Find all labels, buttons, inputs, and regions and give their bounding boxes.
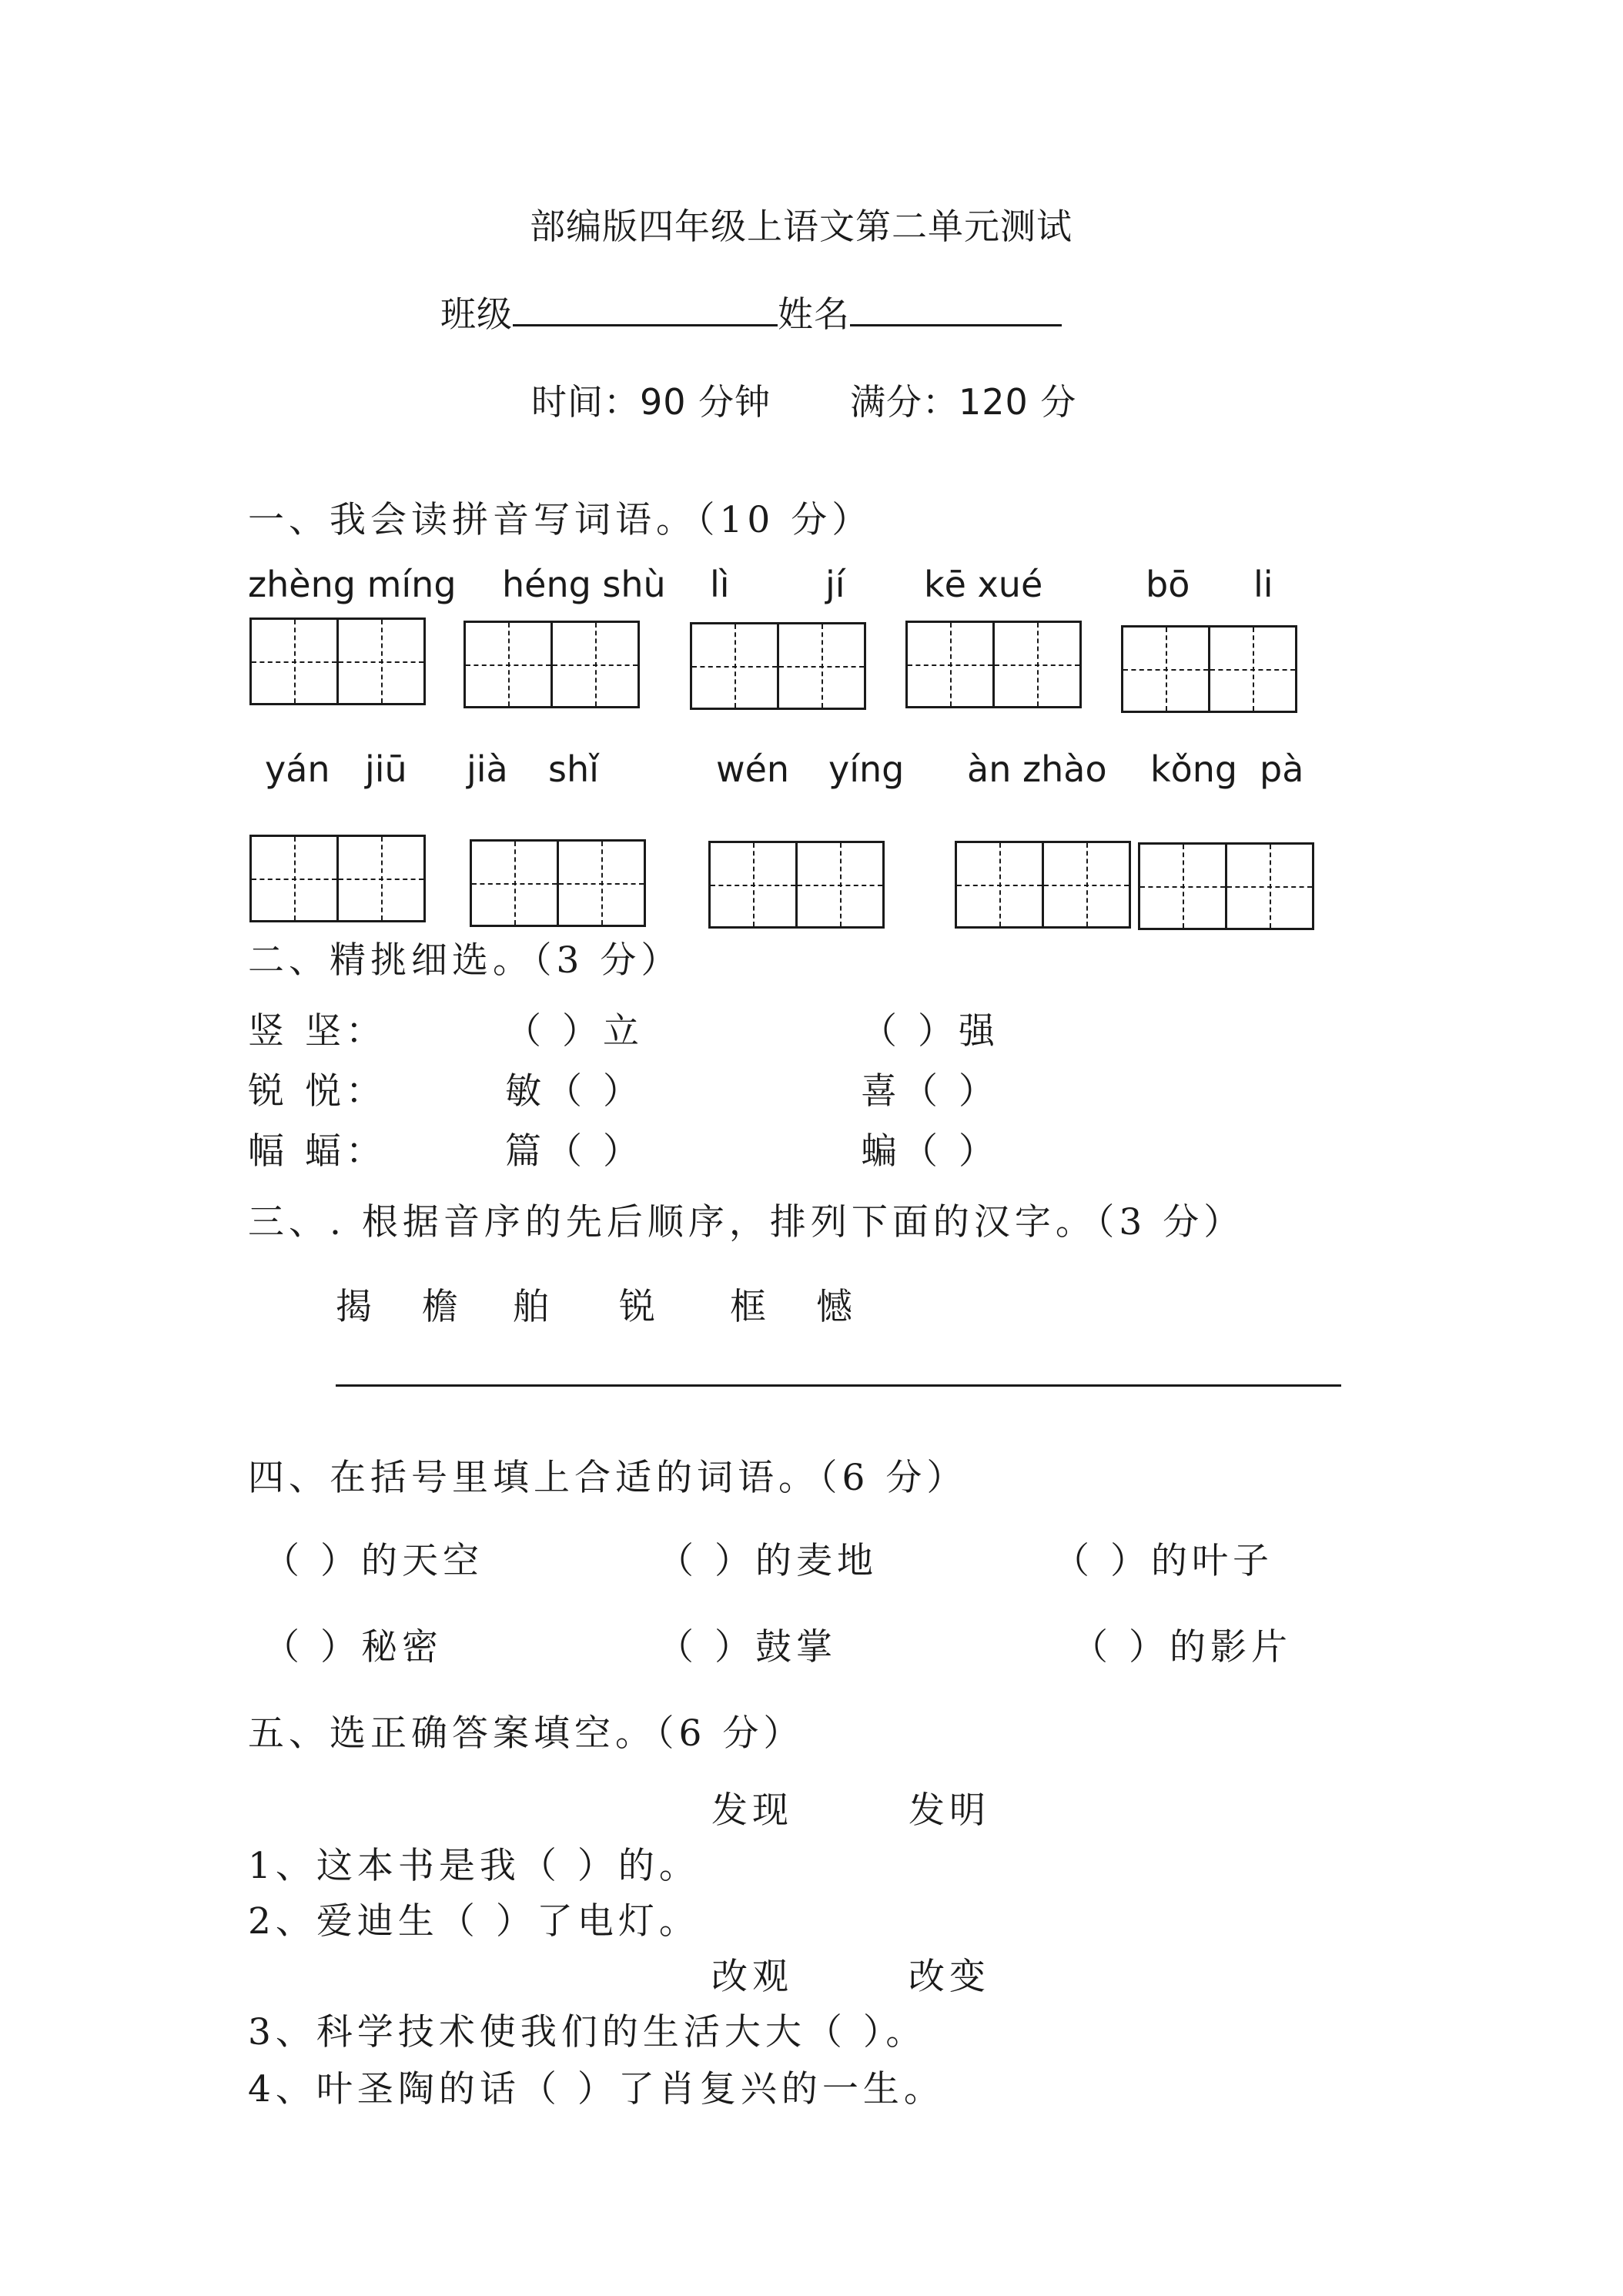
- hanzi: 揭: [336, 1286, 376, 1328]
- pinyin: shǐ: [548, 748, 599, 790]
- fill-blank[interactable]: （ ）的天空: [263, 1540, 484, 1582]
- writing-grid[interactable]: [905, 621, 1082, 708]
- pinyin: wén: [716, 748, 790, 790]
- hanzi: 锐: [619, 1286, 660, 1328]
- pinyin: kē xué: [924, 564, 1043, 605]
- char-pair: 锐 悦：: [248, 1070, 387, 1113]
- question[interactable]: 3、科学技术使我们的生活大大（ ）。: [248, 2011, 927, 2053]
- fill-blank[interactable]: （ ）强: [861, 1010, 999, 1053]
- question[interactable]: 4、叶圣陶的话（ ）了肖复兴的一生。: [248, 2068, 945, 2110]
- fill-blank[interactable]: （ ）的麦地: [658, 1540, 878, 1582]
- section5-heading: 五、选正确答案填空。（6 分）: [248, 1712, 805, 1755]
- writing-grid[interactable]: [955, 841, 1131, 929]
- class-name-line: [440, 286, 1062, 337]
- pinyin: kǒng: [1150, 748, 1238, 790]
- pinyin: jià: [467, 748, 508, 790]
- fill-blank[interactable]: 蝙（ ）: [861, 1130, 999, 1173]
- time-info: 时间：90 分钟: [531, 381, 771, 423]
- section2-heading: 二、精挑细选。（3 分）: [248, 939, 682, 982]
- word-option: 改变: [909, 1956, 990, 1998]
- writing-grid[interactable]: [249, 835, 426, 922]
- pinyin: jí: [825, 564, 845, 605]
- score-info: 满分：120 分: [850, 381, 1077, 423]
- name-field[interactable]: [850, 324, 1062, 326]
- writing-grid[interactable]: [249, 618, 426, 705]
- pinyin: bō: [1146, 564, 1190, 605]
- writing-grid[interactable]: [1138, 842, 1314, 930]
- fill-blank[interactable]: （ ）的叶子: [1053, 1540, 1273, 1582]
- char-pair: 幅 蝠：: [248, 1130, 387, 1173]
- writing-grid[interactable]: [1121, 625, 1297, 713]
- word-option: 发明: [909, 1789, 990, 1832]
- section3-heading: 三、. 根据音序的先后顺序，排列下面的汉字。（3 分）: [248, 1201, 1245, 1243]
- word-option: 改观: [711, 1956, 793, 1998]
- class-field[interactable]: [513, 324, 778, 326]
- section1-heading: 一、我会读拼音写词语。（10 分）: [248, 499, 873, 541]
- fill-blank[interactable]: 篇（ ）: [505, 1130, 644, 1173]
- pinyin: jiū: [365, 748, 407, 790]
- pinyin: lì: [710, 564, 730, 605]
- fill-blank[interactable]: （ ）鼓掌: [658, 1626, 837, 1668]
- question[interactable]: 2、爱迪生（ ）了电灯。: [248, 1900, 700, 1943]
- fill-blank[interactable]: （ ）的影片: [1072, 1626, 1292, 1668]
- pinyin: yán: [265, 748, 330, 790]
- writing-grid[interactable]: [463, 621, 640, 708]
- fill-blank[interactable]: （ ）立: [505, 1010, 644, 1053]
- hanzi: 舶: [513, 1286, 554, 1328]
- pinyin: àn zhào: [967, 748, 1107, 790]
- pinyin: pà: [1260, 748, 1304, 790]
- writing-grid[interactable]: [690, 622, 866, 710]
- hanzi: 框: [730, 1286, 771, 1328]
- writing-grid[interactable]: [708, 841, 885, 929]
- class-label: 班级: [440, 293, 513, 335]
- hanzi: 憾: [816, 1286, 857, 1328]
- writing-grid[interactable]: [470, 839, 646, 927]
- pinyin: zhèng míng: [248, 564, 457, 605]
- pinyin: héng shù: [502, 564, 666, 605]
- fill-blank[interactable]: 喜（ ）: [861, 1070, 999, 1113]
- hanzi: 檐: [422, 1286, 463, 1328]
- question[interactable]: 1、这本书是我（ ）的。: [248, 1845, 700, 1887]
- fill-blank[interactable]: 敏（ ）: [505, 1070, 644, 1113]
- fill-blank[interactable]: （ ）秘密: [263, 1626, 443, 1668]
- section4-heading: 四、在括号里填上合适的词语。（6 分）: [248, 1457, 968, 1499]
- pinyin: yíng: [828, 748, 905, 790]
- page-title: 部编版四年级上语文第二单元测试: [530, 206, 1073, 247]
- name-label: 姓名: [778, 293, 850, 335]
- word-option: 发现: [711, 1789, 793, 1832]
- answer-line[interactable]: [336, 1384, 1341, 1387]
- pinyin: li: [1253, 564, 1273, 605]
- char-pair: 竖 坚：: [248, 1010, 387, 1053]
